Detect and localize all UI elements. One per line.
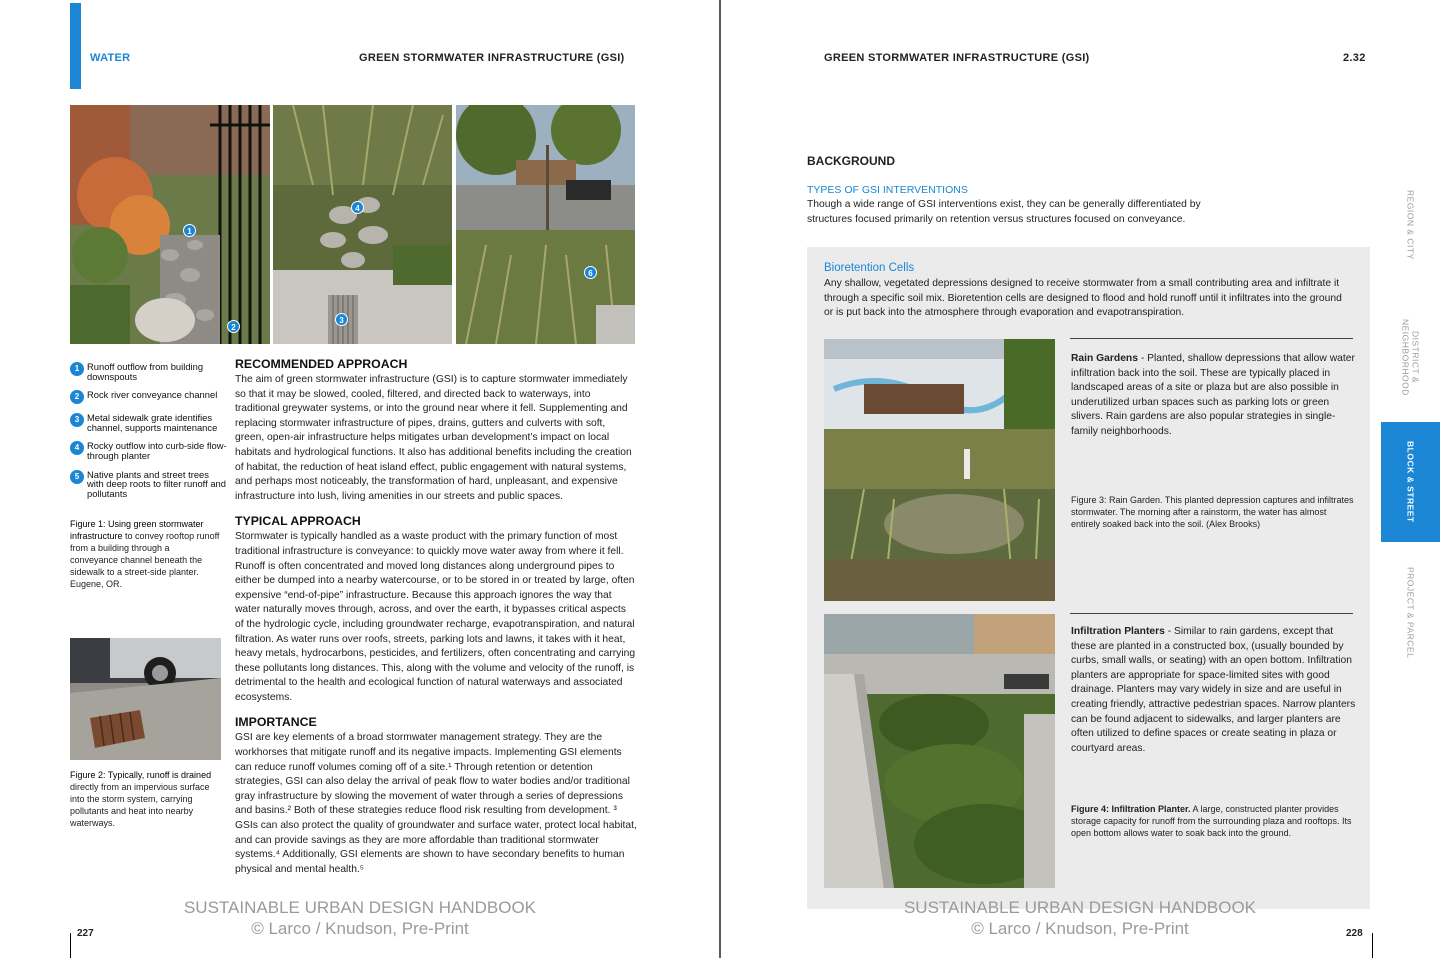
infiltration-planters-text: - Similar to rain gardens, except that these are planted in a constructed box, (usually bounded by curbs, small walls, or seating) with an open bottom. Infiltration planters are appropriate for space-limited sites with good drainage. Planters may vary widely in size and are useful in creating friendly, attractive pedestrian spaces. Narrow planters can be found adjacent to sidewalks, and larger planters are often utilized to define spaces or create seating in plaza or courtyard areas. [1071,626,1356,754]
background-heading: BACKGROUND [807,154,895,168]
bioretention-heading: Bioretention Cells [824,262,915,274]
infiltration-planters-description [1071,625,1356,756]
legend-item [70,470,228,499]
page-number-rule [70,933,71,958]
figure-2-caption-lead: Figure 2: Typically, runoff is drained [70,770,212,780]
section-number: 2.32 [1343,52,1366,64]
photo-sidewalk-grate [273,105,452,344]
tab-label: DISTRICT & NEIGHBORHOOD [1400,319,1421,396]
figure-4-caption-text: A large, constructed planter provides storage capacity for runoff from the surrounding plaza and rooftops. Its open bottom allows water to soak back into the ground. [1071,804,1352,838]
tab-label: PROJECT & PARCEL [1405,566,1416,659]
photo-street-planter [456,105,635,344]
watermark-title: SUSTAINABLE URBAN DESIGN HANDBOOK [183,898,537,917]
figure-3-caption [1071,494,1356,530]
figure-2-caption [70,769,220,829]
legend-text: Runoff outflow from building downspouts [87,361,204,382]
tab-project-parcel[interactable] [1381,545,1440,680]
importance-text: GSI are key elements of a broad stormwater management strategy. They are the workhorses that mitigate runoff and its negative impacts. Implementing GSI elements can reduce runoff volumes coming off of a site.¹ Through retention or detention strategies, GSI can also delay the arrival of peak flow to water bodies and/or traditional gray infrastructure by slowing the movement of water through a series of depressions and basins.² Both of these strategies reduce flood risk resulting from development. ³ GSIs can also protect the quality of groundwater and surface water, protect local habitat, and can provide savings as they are more affordable than traditional stormwater systems.⁴ Additionally, GSI elements are shown to have secondary benefits to human physical and mental health.⁵ [235,732,637,875]
photo-pin: 6 [584,266,597,279]
recommended-approach-text: The aim of green stormwater infrastructure (GSI) is to capture stormwater immediately so that it may be slowed, cooled, filtered, and directed back to waterways, into traditional greywater systems, or into the ground near where it fell. Supplementing and replacing stormwater infrastructure of pipes, drains, gutters and culverts with soft, green, open-air infrastructure helps mitigates urban development’s impact on local habitats and hydrological functions. It also has additional benefits including the creation of habitat, the reduction of heat island effect, public engagement with natural systems, and perhaps most noticeably, the transformation of hard, unpleasant, and expensive infrastructure into lush, living amenities in our streets and public spaces. [235,374,632,502]
watermark-copyright: © Larco / Knudson, Pre-Print [971,919,1189,938]
legend-number: 5 [70,470,84,484]
legend-number: 2 [70,390,84,404]
figure-4-caption [1071,803,1356,839]
photo-rain-garden [824,339,1055,601]
photo-infiltration-planter [824,614,1055,888]
legend-text: Native plants and street trees with deep roots to filter runoff and pollutants [87,468,226,499]
section-label: WATER [90,52,131,64]
section-color-bar [70,3,81,89]
legend-item [70,362,228,381]
photo-storm-drain [70,638,221,760]
page-number-rule [1372,933,1373,958]
figure-2-caption-text: directly from an impervious surface into the storm system, carrying pollutants and heat into nearby waterways. [70,782,210,828]
rain-gardens-text: - Planted, shallow depressions that allow water infiltration back into the soil. These are typically placed in landscaped areas of a site or plaza but are also possible in underutilized urban spaces such as parking lots or green slivers. Rain gardens are also popular strategies in single-family neighborhoods. [1071,353,1355,437]
legend-number: 1 [70,362,84,376]
tab-label: BLOCK & STREET [1405,441,1416,523]
tab-block-street[interactable] [1381,422,1440,542]
photo-pin: 1 [183,224,196,237]
body-text-column [235,357,637,877]
photo-pin: 3 [335,313,348,326]
figure-1-caption [70,518,220,590]
legend-item [70,390,228,404]
right-page [721,0,1440,958]
legend-text: Rock river conveyance channel [87,389,218,401]
figure-1-caption-text: to convey rooftop runoff from a building through a conveyance channel beneath the sidewalk to a street-side planter. Eugene, OR. [70,531,220,589]
figure-1-caption-lead: Figure 1: Using green stormwater infrastructure [70,519,204,541]
legend-item [70,441,228,460]
rain-gardens-title: Rain Gardens [1071,353,1138,364]
tab-label: REGION & CITY [1405,190,1416,260]
photo-rock-channel [70,105,270,344]
watermark-title: SUSTAINABLE URBAN DESIGN HANDBOOK [903,898,1257,917]
figure-3-caption-text: This planted depression captures and infiltrates stormwater. The morning after a rainstorm, the water has almost entirely soaked back into the soil. (Alex Brooks) [1071,495,1354,529]
legend-item [70,413,228,432]
watermark [160,897,560,939]
page-header-title: GREEN STORMWATER INFRASTRUCTURE (GSI) [359,52,625,64]
figure-4-caption-lead: Figure 4: Infiltration Planter. [1071,804,1191,814]
infiltration-planters-title: Infiltration Planters [1071,626,1165,637]
legend-text: Metal sidewalk grate identifies channel, supports maintenance [87,412,218,433]
divider [1070,613,1353,614]
page-number: 228 [1346,928,1363,939]
types-heading: TYPES OF GSI INTERVENTIONS [807,184,968,196]
divider [1070,338,1353,339]
watermark [880,897,1280,939]
photo-legend [70,362,228,507]
rain-gardens-description [1071,352,1356,440]
tab-region-city[interactable] [1381,160,1440,290]
importance-heading: IMPORTANCE [235,715,317,730]
bioretention-text: Any shallow, vegetated depressions designed to receive stormwater from a small contributing area and infiltrate it through a specific soil mix. Bioretention cells are designed to flood and hold runoff until it infiltrates into the ground or is put back into the atmosphere through evaporation and evapotranspiration. [824,278,1342,319]
page-number: 227 [77,928,94,939]
tab-district-neighborhood[interactable] [1381,295,1440,420]
photo-pin: 4 [351,201,364,214]
page-header-title: GREEN STORMWATER INFRASTRUCTURE (GSI) [824,52,1090,64]
watermark-copyright: © Larco / Knudson, Pre-Print [251,919,469,938]
photo-pin: 2 [227,320,240,333]
figure-3-caption-lead: Figure 3: Rain Garden. [1071,495,1163,505]
types-text: Though a wide range of GSI interventions exist, they can be generally differentiated by structures focused primarily on retention versus structures focused on conveyance. [807,199,1201,225]
legend-number: 3 [70,413,84,427]
recommended-approach-heading: RECOMMENDED APPROACH [235,357,408,371]
left-page [0,0,719,958]
typical-approach-text: Stormwater is typically handled as a waste product with the primary function of most traditional infrastructure is conveyance: to quickly move water away from where it fell. Runoff is often concentrated and moved long distances along underground pipes to either be dumped into a nearby watercourse, or to be stored in or treated by large, often expensive “end-of-pipe” infrastructure. Because this approach ignores the way that water naturally moves through, across, and over the earth, it bypasses critical aspects of the hydrologic cycle, including groundwater recharge, evapotranspiration, and natural filtration. As water runs over roofs, streets, parking lots and lawns, it takes with it heat, heavy metals, hydrocarbons, pesticides, and fertilizers, often concentrating and carrying these pollutants long distances. This, along with the volume and velocity of the runoff, is detrimental to the health and ecological function of natural waterways and associated ecosystems. [235,531,636,703]
legend-text: Rocky outflow into curb-side flow-through planter [87,440,227,461]
legend-number: 4 [70,441,84,455]
typical-approach-heading: TYPICAL APPROACH [235,514,361,529]
